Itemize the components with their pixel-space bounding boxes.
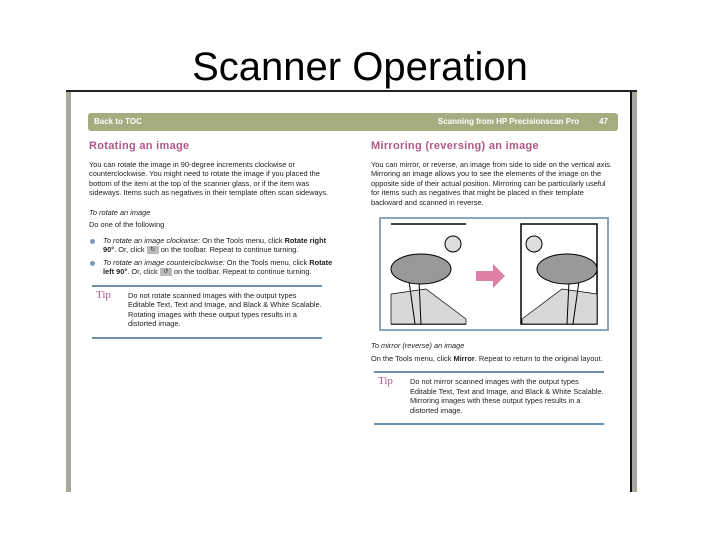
arrow-icon	[476, 264, 505, 288]
original-image	[391, 224, 466, 324]
menu-command: Rotate left 90°	[103, 257, 333, 276]
step-text: On the Tools menu, click	[371, 353, 454, 363]
rotate-lead: Do one of the following	[89, 220, 165, 229]
page-header-bar	[88, 113, 618, 131]
bullet-text: On the Tools menu, click	[224, 257, 310, 267]
mirror-tip	[374, 371, 604, 425]
mirror-illustration	[379, 217, 609, 331]
slide-title: Scanner Operation	[192, 45, 528, 89]
bullet-text: . Or, click	[114, 245, 147, 254]
section-title: Scanning from HP Precisionscan Pro	[437, 117, 580, 126]
mirroring-heading: Mirroring (reversing) an image	[371, 140, 539, 152]
bullet-text: on the toolbar. Repeat to continue turning.	[171, 267, 312, 276]
mirror-step	[371, 354, 616, 364]
bullet-text: on the toolbar. Repeat to continue turning.	[158, 245, 299, 254]
bullet-text: On the Tools menu, click	[200, 235, 285, 245]
list-item	[89, 258, 334, 277]
document-page	[66, 90, 637, 492]
menu-command: Rotate right 90°	[103, 235, 327, 254]
rotating-section	[89, 142, 334, 339]
rotate-subheading: To rotate an image	[89, 207, 151, 217]
rotate-right-icon: ↻	[147, 246, 159, 254]
step-text: . Repeat to return to the original layout.	[474, 353, 603, 363]
mirror-diagram	[381, 219, 607, 329]
tip-label: Tip	[378, 375, 393, 387]
bullet-text: . Or, click	[127, 267, 160, 276]
rotate-tip	[92, 285, 322, 339]
tip-label: Tip	[96, 288, 111, 301]
page-number: 47	[599, 117, 608, 126]
rotating-intro: You can rotate the image in 90-degree increments clockwise or counterclockwise. You might need to rotate the image if you placed the bottom of the item at the top of the scanner glass, or if the item was sideways. Items such as negatives in their template often scan sideways.	[89, 159, 329, 197]
tip-text: Do not rotate scanned images with the output types Editable Text, Text and Image, and Black & White Scalable. Rotating images with these output types results in a distorted image.	[128, 290, 322, 328]
header-section	[438, 113, 608, 131]
bullet-em: To rotate an image clockwise:	[103, 235, 201, 245]
rotating-heading: Rotating an image	[89, 140, 190, 152]
rotate-left-icon: ↺	[160, 268, 172, 276]
list-item	[89, 236, 334, 255]
back-to-toc-link[interactable]: Back to TOC	[94, 117, 142, 126]
mirroring-intro: You can mirror, or reverse, an image from side to side on the vertical axis. Mirroring an image allows you to see the elements of the image on the opposite side of their actual position. Mirroring can be particularly useful for items such as negatives that might be placed in their template backward and scanned in reverse.	[371, 159, 612, 207]
bullet-em: To rotate an image counterclockwise:	[103, 257, 225, 267]
menu-command: Mirror	[453, 353, 475, 363]
mirror-subheading: To mirror (reverse) an image	[371, 341, 465, 350]
mirroring-section	[371, 142, 616, 425]
mirrored-image	[521, 224, 597, 324]
tip-text: Do not mirror scanned images with the output types Editable Text, Text and Image, and Black & White Scalable. Mirroring images with these output types results in a distorted image.	[410, 377, 604, 415]
